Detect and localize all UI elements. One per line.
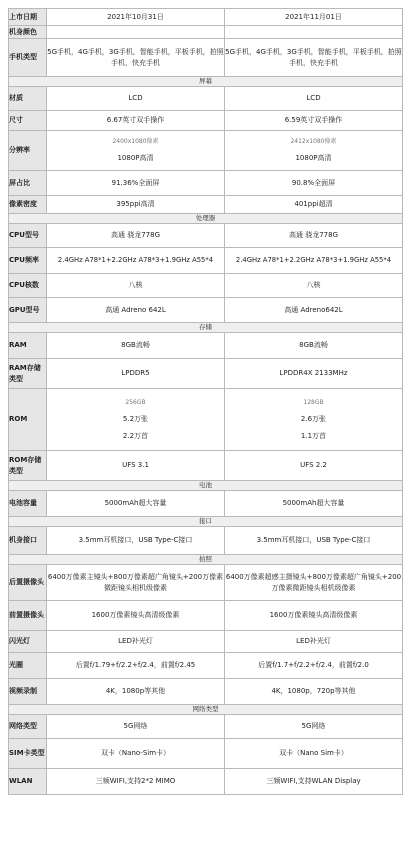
video-recording-1: 4K，1080p等其他 bbox=[47, 679, 225, 705]
section-header bbox=[9, 481, 403, 491]
table-row bbox=[9, 26, 403, 39]
rom-1 bbox=[47, 389, 225, 451]
flash-2: LED补光灯 bbox=[225, 631, 403, 653]
row-label: 电池容量 bbox=[9, 491, 47, 517]
section-header bbox=[9, 517, 403, 527]
table-row bbox=[9, 9, 403, 26]
row-label: 机身接口 bbox=[9, 527, 47, 555]
table-row bbox=[9, 333, 403, 359]
color-1 bbox=[47, 26, 225, 39]
gpu-model-1: 高通 Adreno 642L bbox=[47, 298, 225, 323]
row-label: 光圈 bbox=[9, 653, 47, 679]
table-row bbox=[9, 131, 403, 171]
row-label: ROM bbox=[9, 389, 47, 451]
section-title-processor: 处理器 bbox=[9, 214, 403, 224]
row-label: ROM存储类型 bbox=[9, 451, 47, 481]
row-label: 屏占比 bbox=[9, 171, 47, 196]
battery-capacity-2: 5000mAh超大容量 bbox=[225, 491, 403, 517]
row-label: CPU频率 bbox=[9, 248, 47, 274]
table-row bbox=[9, 769, 403, 795]
rom-2 bbox=[225, 389, 403, 451]
row-label: 尺寸 bbox=[9, 111, 47, 131]
release-date-2: 2021年11月01日 bbox=[225, 9, 403, 26]
phone-type-1: 5G手机，4G手机，3G手机，智能手机，平板手机，拍照手机，快充手机 bbox=[47, 39, 225, 77]
screen-size-1: 6.67英寸双手操作 bbox=[47, 111, 225, 131]
rom-songs: 1.1万首 bbox=[300, 431, 327, 440]
rear-camera-1: 6400万像素主镜头+800万像素超广角镜头+200万像素微距镜头相机级像素 bbox=[47, 565, 225, 601]
table-row bbox=[9, 715, 403, 739]
resolution-grade: 1080P高清 bbox=[117, 154, 154, 162]
color-2 bbox=[225, 26, 403, 39]
ram-type-1: LPDDR5 bbox=[47, 359, 225, 389]
aperture-2: 后置f/1.7+f/2.2+f/2.4，前置f/2.0 bbox=[225, 653, 403, 679]
row-label: RAM bbox=[9, 333, 47, 359]
wlan-1: 三频WIFI,支持2*2 MIMO bbox=[47, 769, 225, 795]
row-label: SIM卡类型 bbox=[9, 739, 47, 769]
row-label: 分辨率 bbox=[9, 131, 47, 171]
spec-comparison-table bbox=[8, 8, 403, 795]
cpu-cores-2: 八核 bbox=[225, 274, 403, 298]
section-title-screen: 屏幕 bbox=[9, 77, 403, 87]
rom-photos: 2.6万张 bbox=[300, 414, 327, 423]
row-label: 上市日期 bbox=[9, 9, 47, 26]
row-label: 网络类型 bbox=[9, 715, 47, 739]
row-label: 后置摄像头 bbox=[9, 565, 47, 601]
section-header bbox=[9, 77, 403, 87]
resolution-grade: 1080P高清 bbox=[295, 154, 332, 162]
ram-type-2: LPDDR4X 2133MHz bbox=[225, 359, 403, 389]
section-title-storage: 存储 bbox=[9, 323, 403, 333]
wlan-2: 三频WIFI,支持WLAN Display bbox=[225, 769, 403, 795]
row-label: CPU核数 bbox=[9, 274, 47, 298]
table-row bbox=[9, 87, 403, 111]
pixel-density-2: 401ppi超清 bbox=[225, 196, 403, 214]
row-label: 机身颜色 bbox=[9, 26, 47, 39]
rom-photos: 5.2万张 bbox=[122, 414, 149, 423]
ram-1: 8GB流畅 bbox=[47, 333, 225, 359]
table-row bbox=[9, 601, 403, 631]
body-ports-2: 3.5mm耳机接口，USB Type-C接口 bbox=[225, 527, 403, 555]
row-label: 闪光灯 bbox=[9, 631, 47, 653]
cpu-model-2: 高通 骁龙778G bbox=[225, 224, 403, 248]
section-header bbox=[9, 555, 403, 565]
screen-ratio-2: 90.8%全面屏 bbox=[225, 171, 403, 196]
gpu-model-2: 高通 Adreno642L bbox=[225, 298, 403, 323]
screen-ratio-1: 91.36%全面屏 bbox=[47, 171, 225, 196]
sim-type-2: 双卡（Nano Sim卡） bbox=[225, 739, 403, 769]
row-label: GPU型号 bbox=[9, 298, 47, 323]
body-ports-1: 3.5mm耳机接口，USB Type-C接口 bbox=[47, 527, 225, 555]
row-label: RAM存储类型 bbox=[9, 359, 47, 389]
section-header bbox=[9, 323, 403, 333]
resolution-1 bbox=[47, 131, 225, 171]
section-title-network: 网络类型 bbox=[9, 705, 403, 715]
cpu-frequency-1: 2.4GHz A78*1+2.2GHz A78*3+1.9GHz A55*4 bbox=[47, 248, 225, 274]
table-row bbox=[9, 274, 403, 298]
battery-capacity-1: 5000mAh超大容量 bbox=[47, 491, 225, 517]
table-row bbox=[9, 527, 403, 555]
table-row bbox=[9, 679, 403, 705]
release-date-1: 2021年10月31日 bbox=[47, 9, 225, 26]
rom-songs: 2.2万首 bbox=[122, 431, 149, 440]
row-label: 前置摄像头 bbox=[9, 601, 47, 631]
sim-type-1: 双卡（Nano-Sim卡） bbox=[47, 739, 225, 769]
section-header bbox=[9, 214, 403, 224]
video-recording-2: 4K，1080p，720p等其他 bbox=[225, 679, 403, 705]
table-row bbox=[9, 224, 403, 248]
table-row bbox=[9, 196, 403, 214]
screen-material-2: LCD bbox=[225, 87, 403, 111]
network-type-2: 5G网络 bbox=[225, 715, 403, 739]
table-row bbox=[9, 491, 403, 517]
table-row bbox=[9, 389, 403, 451]
resolution-2 bbox=[225, 131, 403, 171]
rom-type-1: UFS 3.1 bbox=[47, 451, 225, 481]
screen-size-2: 6.59英寸双手操作 bbox=[225, 111, 403, 131]
network-type-1: 5G网络 bbox=[47, 715, 225, 739]
phone-type-2: 5G手机，4G手机，3G手机，智能手机，平板手机，拍照手机，快充手机 bbox=[225, 39, 403, 77]
rear-camera-2: 6400万像素超感主摄镜头+800万像素超广角镜头+200万像素微距镜头相机级像素 bbox=[225, 565, 403, 601]
table-row bbox=[9, 451, 403, 481]
table-row bbox=[9, 653, 403, 679]
row-label: 手机类型 bbox=[9, 39, 47, 77]
rom-capacity: 256GB bbox=[125, 398, 146, 406]
aperture-1: 后置f/1.79+f/2.2+f/2.4，前置f/2.45 bbox=[47, 653, 225, 679]
cpu-frequency-2: 2.4GHz A78*1+2.2GHz A78*3+1.9GHz A55*4 bbox=[225, 248, 403, 274]
table-row bbox=[9, 739, 403, 769]
resolution-pixels: 2412x1080像素 bbox=[290, 138, 337, 145]
cpu-cores-1: 八核 bbox=[47, 274, 225, 298]
table-row bbox=[9, 359, 403, 389]
front-camera-2: 1600万像素镜头高清级像素 bbox=[225, 601, 403, 631]
flash-1: LED补光灯 bbox=[47, 631, 225, 653]
table-row bbox=[9, 171, 403, 196]
rom-type-2: UFS 2.2 bbox=[225, 451, 403, 481]
screen-material-1: LCD bbox=[47, 87, 225, 111]
table-row bbox=[9, 111, 403, 131]
row-label: 像素密度 bbox=[9, 196, 47, 214]
row-label: CPU型号 bbox=[9, 224, 47, 248]
ram-2: 8GB流畅 bbox=[225, 333, 403, 359]
resolution-pixels: 2400x1080像素 bbox=[112, 138, 159, 145]
rom-capacity: 128GB bbox=[303, 398, 324, 406]
section-title-battery: 电池 bbox=[9, 481, 403, 491]
row-label: 材质 bbox=[9, 87, 47, 111]
section-title-ports: 接口 bbox=[9, 517, 403, 527]
section-title-camera: 拍照 bbox=[9, 555, 403, 565]
table-row bbox=[9, 565, 403, 601]
table-row bbox=[9, 39, 403, 77]
table-row bbox=[9, 248, 403, 274]
table-row bbox=[9, 631, 403, 653]
row-label: WLAN bbox=[9, 769, 47, 795]
pixel-density-1: 395ppi高清 bbox=[47, 196, 225, 214]
front-camera-1: 1600万像素镜头高清级像素 bbox=[47, 601, 225, 631]
row-label: 视频录制 bbox=[9, 679, 47, 705]
cpu-model-1: 高通 骁龙778G bbox=[47, 224, 225, 248]
table-row bbox=[9, 298, 403, 323]
section-header bbox=[9, 705, 403, 715]
